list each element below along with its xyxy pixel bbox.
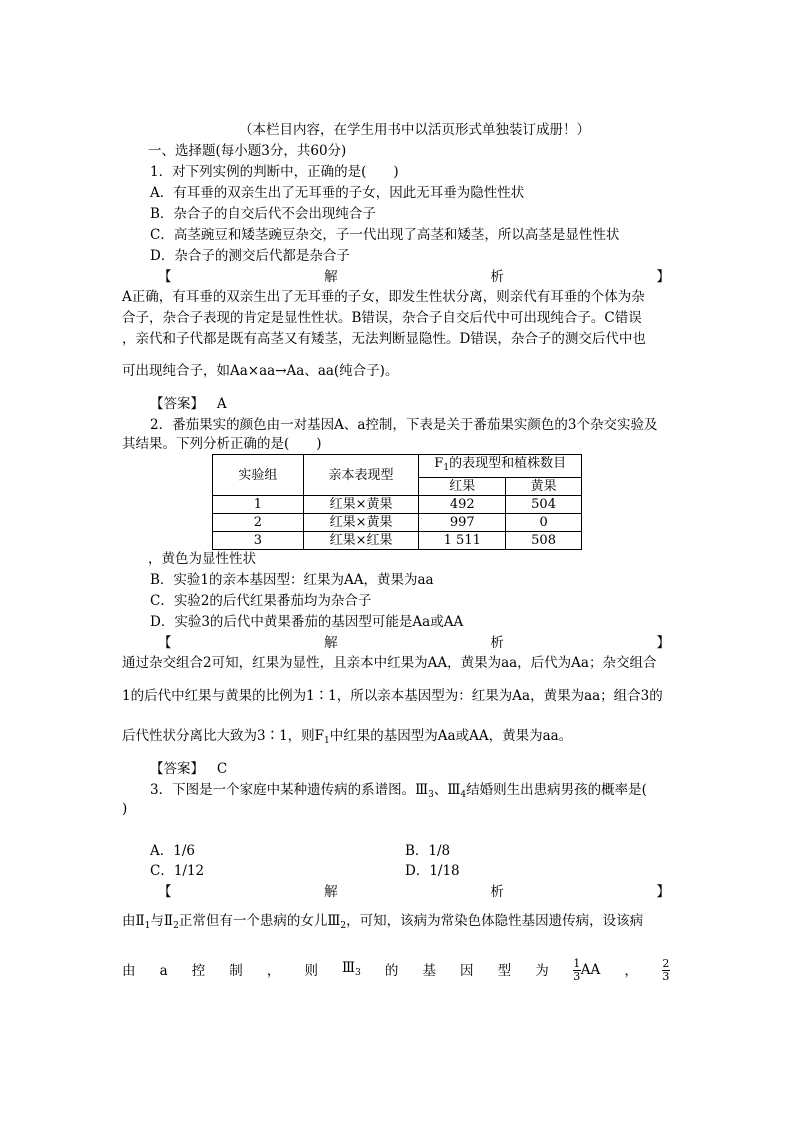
bracket-open: 【: [158, 269, 172, 285]
q2-stem: 其结果。下列分析正确的是( ): [122, 436, 322, 452]
bracket-open: 【: [158, 884, 172, 900]
answer-label: 【答案】: [150, 396, 204, 412]
cell-yellow: 508: [506, 532, 582, 550]
q1-analysis-line: ，亲代和子代都是既有高茎又有矮茎，无法判断显隐性。D错误，杂合子的测交后代中也: [122, 331, 646, 347]
cell-parent: 红果×黄果: [303, 514, 419, 532]
label-xi: 析: [490, 884, 504, 900]
bracket-close: 】: [656, 635, 670, 651]
table-row: [213, 532, 582, 550]
bracket-close: 】: [656, 269, 670, 285]
table-row: [213, 496, 582, 514]
header-red: 红果: [419, 478, 506, 496]
q2-analysis-line: 后代性状分离比大致为3∶1，则$F_1$中红果的基因型为Aa或AA，黄果为aa。: [122, 728, 573, 746]
header-parent: 亲本表现型: [303, 455, 419, 496]
q3-analysis-line: 由$Ⅱ_1$与$Ⅱ_2$正常但有一个患病的女儿$Ⅲ_2$，可知，该病为常染色体隐性基因遗传病，设该病: [122, 913, 644, 931]
q2-option-a: ，黄色为显性性状: [148, 551, 256, 567]
header-yellow: 黄果: [506, 478, 582, 496]
q1-analysis-label: [158, 268, 670, 286]
bracket-close: 】: [656, 884, 670, 900]
cell-red: 492: [419, 496, 506, 514]
q3-stem: 3．下图是一个家庭中某种遗传病的系谱图。$Ⅲ_3$、$Ⅲ_4$结婚则生出患病男孩的概率是(: [150, 782, 647, 800]
q2-analysis-label: [158, 634, 670, 652]
q3-analysis-line-justified: 由 a 控 制 ， 则 $Ⅲ_3$ 的 基 因 型 为 $\frac{1}{3}$ AA ， $\frac{2}{3}$: [122, 957, 670, 983]
q2-analysis-line: 通过杂交组合2可知，红果为显性，且亲本中红果为AA，黄果为aa，后代为Aa；杂交组合: [122, 655, 657, 671]
f1-suffix: 的表现型和植株数目: [449, 456, 567, 471]
results-table: [212, 454, 582, 550]
label-xi: 析: [490, 635, 504, 651]
q2-stem: 2．番茄果实的颜色由一对基因A、a控制，下表是关于番茄果实颜色的3个杂交实验及: [150, 417, 658, 433]
q1-option-a: A．有耳垂的双亲生出了无耳垂的子女，因此无耳垂为隐性性状: [150, 185, 525, 201]
f1-prefix: F: [434, 456, 444, 471]
cell-group: 1: [213, 496, 304, 514]
header-f1: [419, 455, 582, 478]
cell-yellow: 504: [506, 496, 582, 514]
q1-option-d: D．杂合子的测交后代都是杂合子: [150, 248, 350, 264]
section-title: 一、选择题(每小题3分，共60分): [148, 143, 347, 159]
q1-analysis-line: 可出现纯合子，如Aa×aa→Aa、aa(纯合子)。: [122, 363, 399, 379]
table-row: [213, 514, 582, 532]
answer-value: C: [216, 761, 228, 777]
label-jie: 解: [324, 635, 338, 651]
page-note: （本栏目内容，在学生用书中以活页形式单独装订成册！）: [239, 122, 590, 138]
q3-option-a: A．1/6: [150, 843, 195, 859]
q1-answer: [150, 395, 227, 413]
q1-analysis-line: A正确，有耳垂的双亲生出了无耳垂的子女，即发生性状分离，则亲代有耳垂的个体为杂: [122, 289, 645, 305]
label-xi: 析: [490, 269, 504, 285]
cell-group: 3: [213, 532, 304, 550]
q3-stem-line2: ): [122, 801, 128, 817]
q2-option-c: C．实验2的后代红果番茄均为杂合子: [150, 593, 372, 609]
bracket-open: 【: [158, 635, 172, 651]
q1-option-c: C．高茎豌豆和矮茎豌豆杂交，子一代出现了高茎和矮茎，所以高茎是显性性状: [150, 227, 620, 243]
cell-yellow: 0: [506, 514, 582, 532]
cell-parent: 红果×红果: [303, 532, 419, 550]
q3-option-d: D．1/18: [405, 863, 460, 879]
q2-option-b: B．实验1的亲本基因型：红果为AA，黄果为aa: [150, 572, 434, 588]
cell-group: 2: [213, 514, 304, 532]
q2-option-d: D．实验3的后代中黄果番茄的基因型可能是Aa或AA: [150, 614, 464, 630]
q3-option-b: B．1/8: [405, 843, 451, 859]
q3-option-c: C．1/12: [150, 863, 205, 879]
answer-value: A: [216, 396, 227, 412]
q2-analysis-line: 1的后代中红果与黄果的比例为1∶1，所以亲本基因型为：红果为Aa，黄果为aa；组合3的: [122, 688, 663, 704]
cell-red: 997: [419, 514, 506, 532]
label-jie: 解: [324, 884, 338, 900]
cell-parent: 红果×黄果: [303, 496, 419, 514]
header-group: 实验组: [213, 455, 304, 496]
q2-answer: [150, 760, 227, 778]
q1-analysis-line: 合子，杂合子表现的肯定是显性性状。B错误，杂合子自交后代中可出现纯合子。C错误: [122, 310, 642, 326]
q3-analysis-label: [158, 883, 670, 901]
fraction-one-third: $\frac{1}{3}$ AA: [573, 957, 601, 983]
fraction-two-thirds: $\frac{2}{3}$: [662, 957, 670, 983]
q1-stem: 1．对下列实例的判断中，正确的是( ): [150, 164, 399, 180]
f1-sub: 1: [443, 463, 450, 473]
label-jie: 解: [324, 269, 338, 285]
q1-option-b: B．杂合子的自交后代不会出现纯合子: [150, 206, 376, 222]
cell-red: 1 511: [419, 532, 506, 550]
answer-label: 【答案】: [150, 761, 204, 777]
